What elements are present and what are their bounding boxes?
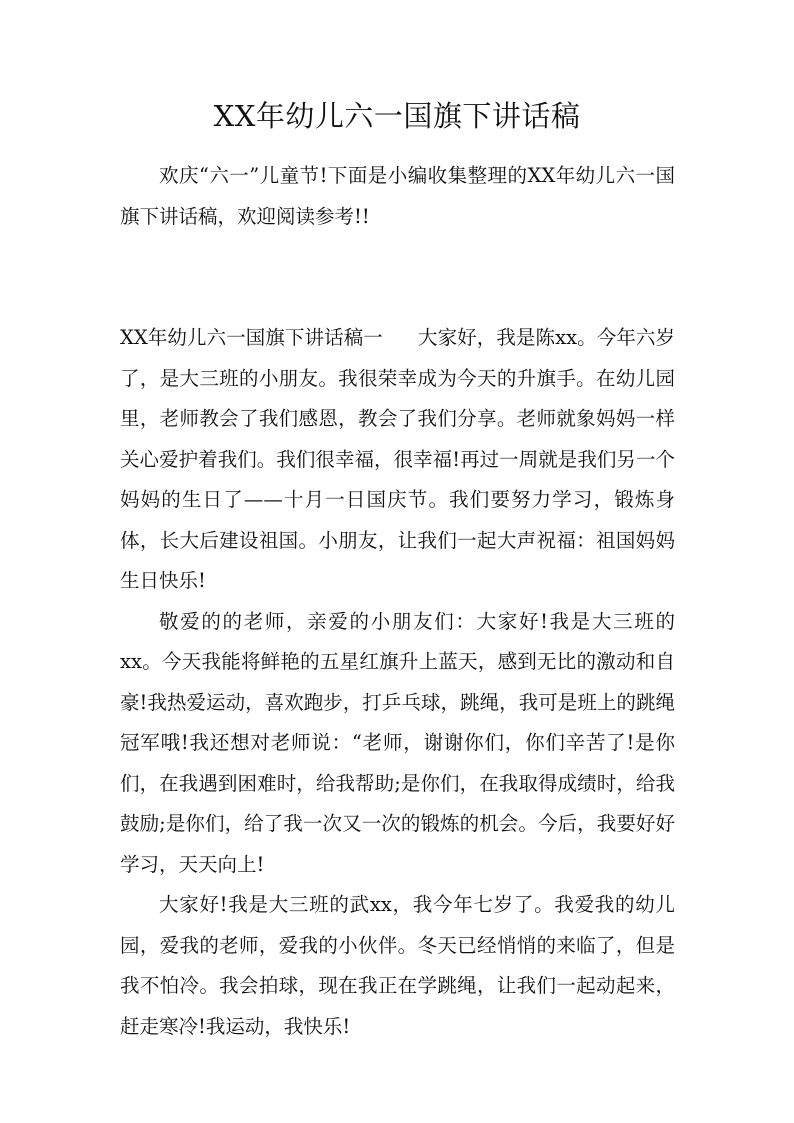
paragraph-1-text: 大家好，我是陈xx。今年六岁了，是大三班的小朋友。我很荣幸成为今天的升旗手。在幼儿园里，老师教会了我们感恩，教会了我们分享。老师就象妈妈一样关心爱护着我们。我们很幸福，很幸福!再过一周就是我们另一个妈妈的生日了——十月一日国庆节。我们要努力学习，锻炼身体，长大后建设祖国。小朋友，让我们一起大声祝福：祖国妈妈 生日快乐! <box>120 326 676 592</box>
document-body <box>120 156 675 1047</box>
paragraph-spacer <box>120 237 675 318</box>
document-title: XX年幼儿六一国旗下讲话稿 <box>213 99 581 133</box>
paragraph-2: 敬爱的的老师，亲爱的小朋友们：大家好!我是大三班的xx。今天我能将鲜艳的五星红旗升上蓝天，感到无比的激动和自豪!我热爱运动，喜欢跑步，打乒乓球，跳绳，我可是班上的跳绳冠军哦!我还想对老师说：“老师，谢谢你们，你们辛苦了!是你们，在我遇到困难时，给我帮助;是你们，在我取得成绩时，给我鼓励;是你们，给了我一次又一次的锻炼的机会。今后，我要好好学习，天天向上! <box>120 609 675 876</box>
section-1-paragraph <box>120 318 675 602</box>
section-heading: XX年幼儿六一国旗下讲话稿一 <box>120 326 383 349</box>
intro-paragraph: 欢庆“六一”儿童节!下面是小编收集整理的XX年幼儿六一国旗下讲话稿，欢迎阅读参考!! <box>120 164 675 228</box>
paragraph-3: 大家好!我是大三班的武xx，我今年七岁了。我爱我的幼儿园，爱我的老师，爱我的小伙伴。冬天已经悄悄的来临了，但是我不怕冷。我会拍球，现在我正在学跳绳，让我们一起动起来，赶走寒冷!我运动，我快乐! <box>120 893 675 1038</box>
